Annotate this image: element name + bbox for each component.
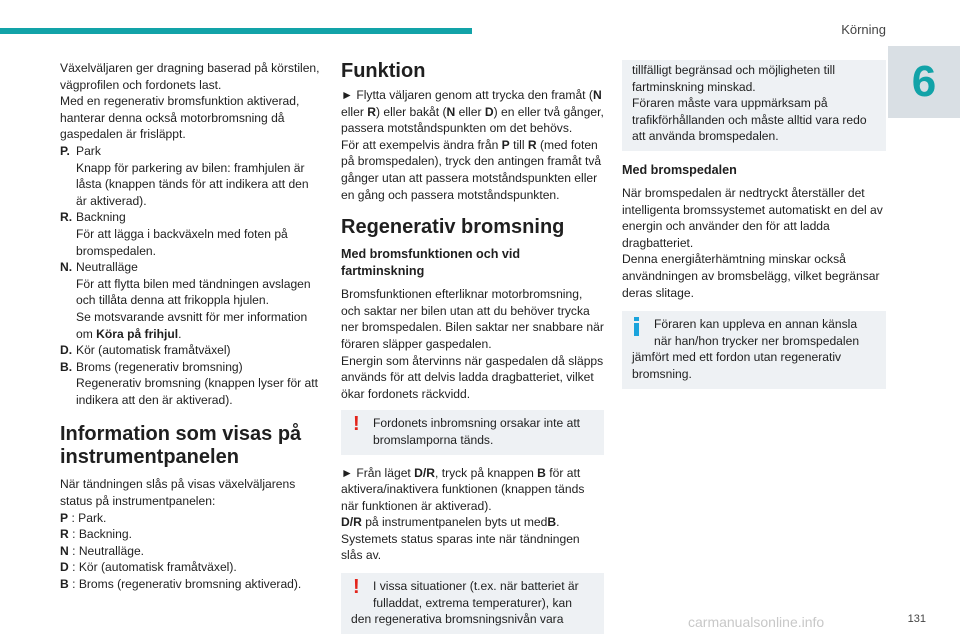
section-heading: Information som visas på instrumentpanelen (60, 423, 302, 469)
paragraph: Växelväljaren ger dragning baserad på körstilen, vägprofilen och fordonets last. (60, 61, 320, 92)
subheading: Med bromsfunktionen och vid fartminskning (341, 247, 521, 279)
paragraph: Systemets status sparas inte när tändningen slås av. (341, 531, 580, 563)
header-accent-bar (0, 28, 472, 34)
gear-item-r: R. Backning För att lägga i backväxeln med foten på bromspedalen. (60, 210, 288, 258)
paragraph: För att exempelvis ändra från P till R (med foten på bromspedalen), tryck den antingen framåt två gånger utan att passera motståndspunkten eller en gång och passera motståndspunkten. (341, 137, 602, 202)
paragraph: Energin som återvinns när gaspedalen då släpps används för att delvis ladda dragbatteriet, vilket ökar fordonets räckvidd. (341, 353, 604, 401)
display-list (60, 510, 322, 593)
paragraph: Denna energiåterhämtning minskar också användningen av bromsbelägg, vilket begränsar deras slitage. (622, 252, 880, 300)
section-heading: Regenerativ bromsning (341, 216, 565, 239)
list-item: P : Park. (60, 510, 107, 525)
paragraph: D/R på instrumentpanelen byts ut medB. (341, 515, 560, 530)
paragraph: ► Flytta väljaren genom att trycka den framåt (N eller R) eller bakåt (N eller D) en eller två gånger, passera motståndspunkten om det behövs. (341, 88, 604, 136)
chapter-number: 6 (888, 46, 960, 118)
column-3 (622, 60, 886, 389)
warning-note: ! I vissa situationer (t.ex. när batteriet är fulladdat, extrema temperaturer), kan den regenerativa bromsningsnivån vara (341, 573, 604, 634)
warning-note-continued: tillfälligt begränsad och möjligheten till fartminskning minskad. Föraren måste vara uppmärksam på trafikförhållanden och måste alltid vara redo att använda bromspedalen. (622, 60, 886, 151)
list-item: N : Neutralläge. (60, 543, 145, 558)
paragraph: Med en regenerativ bromsfunktion aktiverad, hanterar denna också motorbromsning då gaspedalen är frisläppt. (60, 94, 300, 142)
gear-item-d: D. Kör (automatisk framåtväxel) (60, 343, 231, 358)
paragraph: När bromspedalen är nedtryckt återställer det intelligenta bromssystemet automatiskt en del av energin och använder den för att ladda dragbatteriet. (622, 185, 883, 250)
warning-note: ! Fordonets inbromsning orsakar inte att bromslamporna tänds. (341, 410, 604, 454)
column-2 (341, 60, 604, 634)
warning-exclamation-icon: ! (353, 413, 360, 436)
watermark: carmanualsonline.info (688, 614, 825, 630)
gear-item-n: N. Neutralläge För att flytta bilen med tändningen avslagen och tillåta denna att frikoppla hjulen. Se motsvarande avsnitt för mer information om Köra på frihjul. (60, 260, 311, 341)
list-item: R : Backning. (60, 527, 132, 542)
column-1 (60, 60, 322, 593)
list-item: B : Broms (regenerativ bromsning aktiverad). (60, 577, 302, 592)
warning-exclamation-icon: ! (353, 576, 360, 599)
paragraph: När tändningen slås på visas växelväljarens status på instrumentpanelen: (60, 477, 296, 509)
page-number: 131 (907, 613, 926, 625)
info-note: Föraren kan uppleva en annan känsla när han/hon trycker ner bromspedalen jämfört med ett fordon utan regenerativ bromsning. (622, 311, 886, 388)
list-item: D : Kör (automatisk framåtväxel). (60, 560, 237, 575)
paragraph: Bromsfunktionen efterliknar motorbromsning, och saktar ner bilen utan att du behöver trycka ner bromspedalen. Bilen saktar ner snabbare när föraren släpper gaspedalen. (341, 287, 604, 351)
info-icon (634, 317, 639, 335)
paragraph: ► Från läget D/R, tryck på knappen B för att aktivera/inaktivera funktionen (knappen tänds när funktionen är aktiverad). (341, 465, 585, 513)
gear-item-b: B. Broms (regenerativ bromsning) Regenerativ bromsning (knappen lyser för att indikera att den är aktiverad). (60, 359, 318, 407)
section-title: Körning (841, 22, 886, 37)
cross-reference: Köra på frihjul (96, 326, 179, 341)
section-heading: Funktion (341, 60, 426, 82)
gear-item-p: P. Park Knapp för parkering av bilen: framhjulen är låsta (knappen tänds för att indikera att den är aktiverad). (60, 143, 309, 208)
subheading: Med bromspedalen (622, 162, 737, 177)
